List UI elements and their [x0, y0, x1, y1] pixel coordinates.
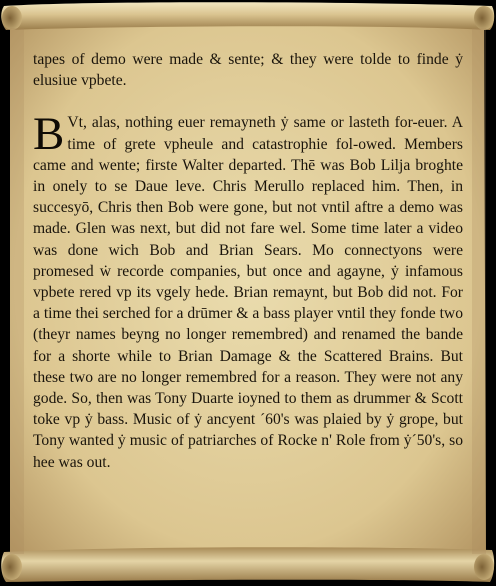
drop-cap: B [33, 108, 65, 161]
scroll-text [33, 49, 463, 473]
paragraph [33, 49, 463, 91]
paragraph-text: tapes of demo were made & sente; & they were tolde to finde ẏ elusiue vpbete. [33, 51, 463, 90]
paragraph-text: Vt, alas, nothing euer remayneth ẏ same or lasteth for-euer. A time of grete vpheule and catastrophie fol-owed. Members came and wente; firste Walter departed. Thē was Bob Lilja broghte in onely to se Daue leve. Chris Merullo replaced him. Then, in succesyō, Chris then Bob were gone, but not vntil aftre a demo was made. Glen was next, but did not fare wel. Some time later a video was done wich Bob and Brian Sears. Mo connectyons were promesed ẇ recorde companies, but once and agayne, ẏ infamous vpbete rered vp its vgely hede. Brian remaynt, but Bob did not. For a time thei serched for a drūmer & a bass player vntil they fonde two (theyr names beyng no longer remembred) and renamed the bande for a shorte while to Brian Damage & the Scattered Brains. But these two are no longer remembred for a reason. They were not any gode. So, then was Tony Duarte ioyned to them as drummer & Scott toke vp ẏ bass. Music of ẏ ancyent ´60's was plaied by ẏ grope, but Tony wanted ẏ music of patriarches of Rocke n' Role from ẏ´50's, so hee was out. [33, 114, 463, 471]
paragraph [33, 108, 463, 472]
